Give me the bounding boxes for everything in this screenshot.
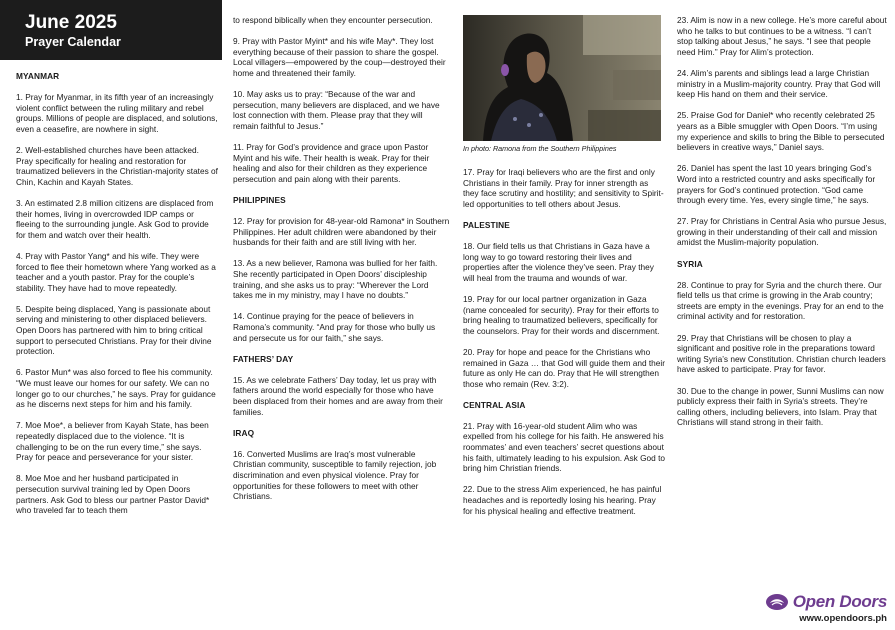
prayer-item: 29. Pray that Christians will be chosen to play a significant and positive role in the preparations toward writing Syria’s new Constitution. Christian church leaders have asked to participate. Pray for favor. [677,332,886,375]
prayer-item: 10. May asks us to pray: “Because of the war and persecution, many believers are displaced, and we have lost connection with them. Please pray that they will remain faithful to Jesus.” [233,89,440,131]
prayer-item: 18. Our field tells us that Christians in Gaza have a long way to go toward restoring their lives and properties after the violence they’ve seen. Pray they will heal from the trauma and wounds of war. [463,240,654,283]
prayer-item: 2. Well-established churches have been attacked. Pray specifically for healing and restoration for traumatized believers in the Christian-majority states of Chin, Kachin and Kayah States. [16,144,218,187]
photo-caption: In photo: Ramona from the Southern Philippines [463,144,617,153]
ramona-photo [463,15,661,141]
calendar-header [0,0,222,60]
photo-illustration [463,15,661,141]
prayer-item: 4. Pray with Pastor Yang* and his wife. They were forced to flee their hometown where Yang worked as a teacher and a youth pastor. Pray for the couple’s stability. They have had to move repeatedly. [16,250,216,293]
photo-block [463,15,665,154]
prayer-item: 11. Pray for God’s providence and grace upon Pastor Myint and his wife. Their health is weak. Pray for their healing and also for their children as they experience persecution and pain along with their parents. [233,142,430,184]
section-heading: PALESTINE [463,219,510,230]
prayer-item: 9. Pray with Pastor Myint* and his wife May*. They lost everything because of their passion to share the gospel. Local villagers—empowered by the coup—destroyed their home and threatened their family. [233,36,446,78]
footer [757,592,887,624]
column-3 [463,0,665,630]
prayer-item: 12. Pray for provision for 48-year-old Ramona* in Southern Philippines. Her adult children were abandoned by their husbands for their faith and are still living with her. [233,216,450,248]
prayer-item: 16. Converted Muslims are Iraq’s most vulnerable Christian community, susceptible to family rejection, job discrimination and even physical violence. Pray for opportunities for these followers to meet with other Christians. [233,448,437,502]
prayer-item: 3. An estimated 2.8 million citizens are displaced from their homes, living in overcrowded IDP camps or fleeing to the surrounding jungle. Ask God to provide for them and watch over their health. [16,197,214,240]
section-heading: SYRIA [677,258,703,269]
section-heading: FATHERS’ DAY [233,353,294,364]
prayer-item: 1. Pray for Myanmar, in its fifth year of an increasingly violent conflict between the ruling military and rebel groups. Millions of people are displaced, and solutions, even a ceasefire, are nowhere in sight. [16,92,218,134]
prayer-item: 14. Continue praying for the peace of believers in Ramona’s community. “And pray for those who bully us and persecute us for our faith,” she says. [233,311,436,343]
prayer-item: 6. Pastor Mun* was also forced to flee his community. “We must leave our homes for our safety. We can no longer go to our churches,” he says. Pray for guidance as he discerns next steps for him and his family. [16,367,216,410]
logo-text: Open Doors [792,592,887,611]
column-2 [233,0,450,630]
prayer-item: 22. Due to the stress Alim experienced, he has painful headaches and is reportedly losing his hearing. Pray for his physical healing and effective treatment. [463,484,662,516]
prayer-item: 13. As a new believer, Ramona was bullied for her faith. She recently participated in Open Doors’ discipleship training, and she asks us to pray: “Wherever the Lord takes me in my ministry, may I have no doubts.” [233,258,438,301]
prayer-item: 25. Praise God for Daniel* who recently celebrated 25 years as a Bible smuggler with Open Doors. “I’m using my experience and skills to bring the Bible to persecuted believers in creative ways,” Daniel says. [677,110,885,153]
prayer-item: 5. Despite being displaced, Yang is passionate about serving and ministering to other displaced believers. Open Doors has partnered with him to bring critical support to persecuted Christians. Pray for their divine protection. [16,303,212,357]
section-heading: MYANMAR [16,71,60,81]
website-url[interactable]: www.opendoors.ph [799,613,887,624]
column-1-body [0,60,222,516]
prayer-item: 19. Pray for our local partner organization in Gaza (name concealed for security). Pray for their efforts to bring healing to traumatized believers, specifically for the counselors. Pray for their words and discernment. [463,293,660,336]
prayer-item: 28. Continue to pray for Syria and the church there. Our field tells us that crime is growing in the Arab country; streets are empty in the evenings. Pray for an end to the criminal activity and for restoration. [677,279,884,322]
prayer-item: 21. Pray with 16-year-old student Alim who was expelled from his college for his faith. He answered his roommates’ and even teachers’ secret questions about his faith, ultimately leading to his expulsion. Ask God to bring him Christian friends. [463,420,665,474]
page-title: June 2025 [25,12,117,33]
prayer-item: 24. Alim’s parents and siblings lead a large Christian ministry in a Muslim-majority country. Pray that God will keep His hand on them and their service. [677,67,881,100]
column-3-body [463,167,665,516]
prayer-item: 26. Daniel has spent the last 10 years bringing God’s Word into a restricted country and asks specifically for prayers for God’s continued protection. “God came through every time. Yes, every single time,” he says. [677,163,876,206]
column-4 [677,0,887,630]
section-heading: IRAQ [233,427,255,438]
prayer-item: 30. Due to the change in power, Sunni Muslims can now publicly express their faith in Syria’s streets. They’re calling others, including believers, into Islam. Pray that Christians will stand strong in their faith. [677,385,884,428]
prayer-item: 7. Moe Moe*, a believer from Kayah State, has been repeatedly displaced due to the violence. “It is challenging to be on the run every time,” she says. Pray for peace and perseverance for your sister. [16,420,209,463]
prayer-item: 23. Alim is now in a new college. He’s more careful about who he talks to but continues to be a witness. “I can’t stop talking about Jesus,” he says. “I see that people need Him.” Pray for Alim’s protection. [677,15,887,57]
prayer-item: to respond biblically when they encounter persecution. [233,15,433,25]
open-doors-logo[interactable] [757,592,887,612]
prayer-item: 20. Pray for hope and peace for the Christians who remained in Gaza … that God will guide them and their future as only He can do. Pray that He will strengthen those who remain (Rev. 3:2). [463,346,665,389]
open-doors-logo-icon [765,593,789,611]
section-heading: PHILIPPINES [233,195,286,206]
prayer-item: 15. As we celebrate Fathers’ Day today, let us pray with fathers around the world especially for those who have been displaced from their homes and are away from their families. [233,374,443,417]
page-subtitle: Prayer Calendar [25,35,121,49]
section-heading: CENTRAL ASIA [463,399,526,410]
prayer-item: 27. Pray for Christians in Central Asia who pursue Jesus, growing in their understanding of their call and mission amidst the Muslim-majority population. [677,216,887,248]
prayer-item: 8. Moe Moe and her husband participated in persecution survival training led by Open Doors partners. Ask God to bless our partner Pastor David* who traveled far to teach them [16,473,210,516]
prayer-item: 17. Pray for Iraqi believers who are the first and only Christians in their family. Pray for inner strength as they face scrutiny and hostility; and sensitivity to Spirit-led opportunities to tell others about Jesus. [463,167,664,209]
column-1 [0,0,222,630]
